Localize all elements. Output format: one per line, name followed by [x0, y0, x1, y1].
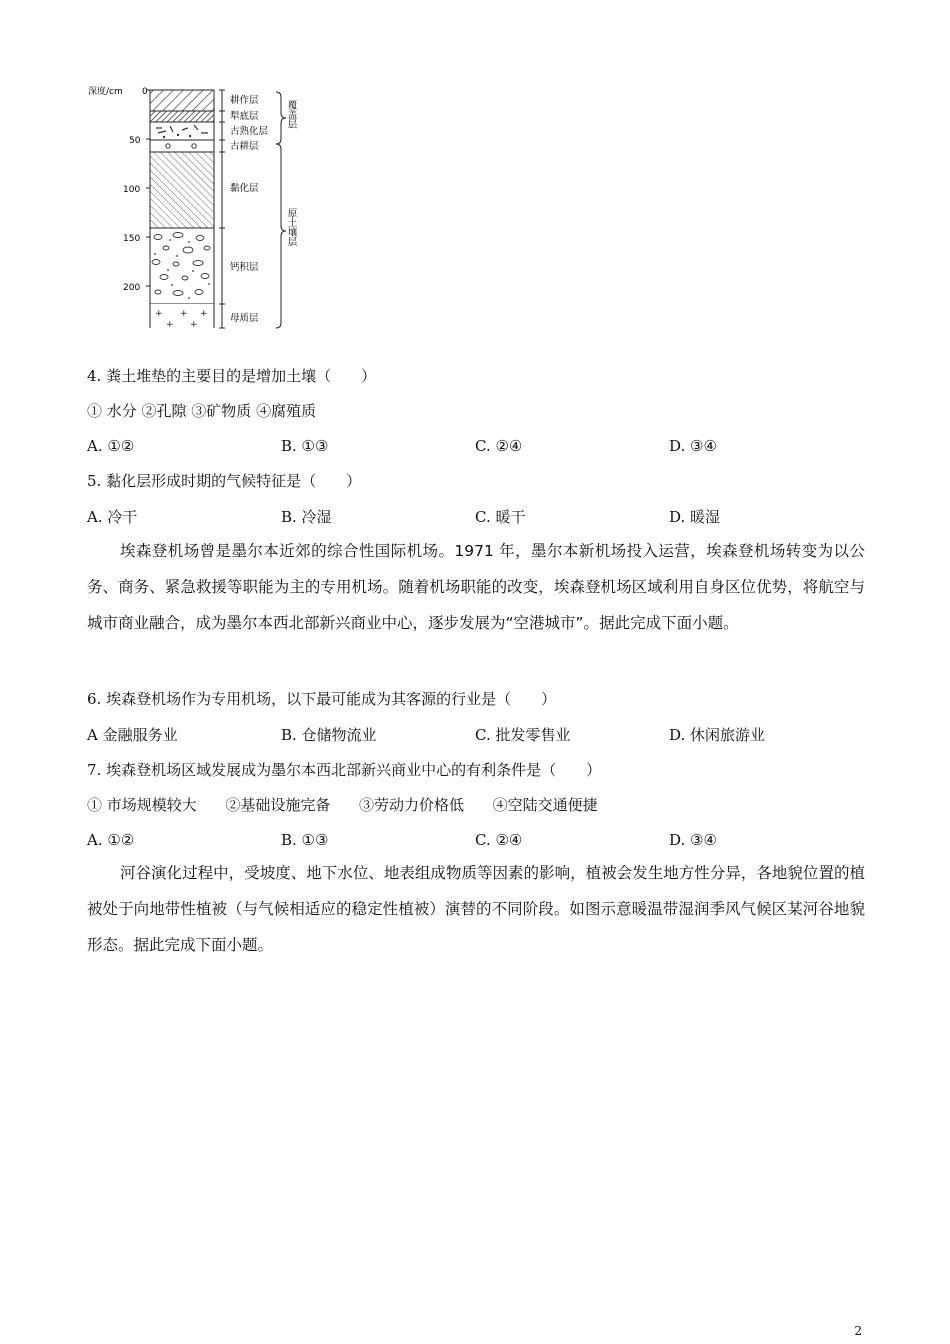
- soil-profile-figure: [86, 78, 326, 336]
- label-calcic-layer: 钙积层: [230, 262, 259, 273]
- layer-ancient-tillage: [150, 140, 214, 152]
- label-ancient-mature-layer: 古熟化层: [230, 126, 269, 137]
- passage-essendon-airport: 埃森登机场曾是墨尔本近郊的综合性国际机场。1971 年，墨尔本新机场投入运营，埃森登机场转变为以公务、商务、紧急救援等职能为主的专用机场。随着机场职能的改变，埃森登机场区域利用自身区位优势，将航空与城市商业融合，成为墨尔本西北部新兴商业中心，逐步发展为“空港城市”。据此完成下面小题。: [87, 542, 865, 632]
- layer-plow-pan: [150, 111, 214, 122]
- q7-option-a[interactable]: A. ①②: [87, 831, 135, 849]
- svg-text:+: +: [155, 309, 163, 319]
- q7-option-c[interactable]: C. ②④: [475, 831, 523, 849]
- depth-tick-lines: [146, 90, 150, 286]
- tick-50: 50: [129, 136, 141, 146]
- brace-original-soil-layer: [276, 144, 286, 328]
- q5-option-b[interactable]: B. 冷湿: [281, 508, 332, 526]
- q5-option-d[interactable]: D. 暖湿: [669, 508, 721, 526]
- page-number: 2: [854, 1324, 862, 1338]
- label-parent-material-layer: 母质层: [230, 313, 259, 324]
- q7-stem: 7. 埃森登机场区域发展成为墨尔本西北部新兴商业中心的有利条件是（ ）: [87, 761, 602, 779]
- passage-river-valley: 河谷演化过程中，受坡度、地下水位、地表组成物质等因素的影响，植被会发生地方性分异，各地貌位置的植被处于向地带性植被（与气候相适应的稳定性植被）演替的不同阶段。如图示意暖温带湿润季风气候区某河谷地貌形态。据此完成下面小题。: [87, 864, 865, 954]
- tick-200: 200: [123, 283, 141, 293]
- layer-ancient-mature: [150, 122, 214, 140]
- q6-option-a[interactable]: A 金融服务业: [87, 726, 178, 744]
- group-label-original-soil: 原土壤层: [285, 208, 297, 246]
- svg-text:+: +: [200, 309, 208, 319]
- q6-option-b[interactable]: B. 仓储物流业: [281, 726, 377, 744]
- q5-option-c[interactable]: C. 暖干: [475, 508, 526, 526]
- q7-option-d[interactable]: D. ③④: [669, 831, 717, 849]
- group-label-cover: 覆盖层: [285, 100, 297, 129]
- label-ancient-tillage-layer: 古耕层: [230, 141, 259, 152]
- depth-axis-label: 深度/cm: [88, 87, 123, 97]
- tick-0: 0: [142, 87, 148, 97]
- q4-option-d[interactable]: D. ③④: [669, 437, 717, 455]
- layer-argillic: [150, 152, 214, 228]
- q6-option-c[interactable]: C. 批发零售业: [475, 726, 571, 744]
- svg-text:+: +: [180, 309, 188, 319]
- q4-stem: 4. 粪土堆垫的主要目的是增加土壤（ ）: [87, 367, 377, 385]
- q4-option-b[interactable]: B. ①③: [281, 437, 329, 455]
- q7-option-b[interactable]: B. ①③: [281, 831, 329, 849]
- q4-option-a[interactable]: A. ①②: [87, 437, 135, 455]
- q7-items: ① 市场规模较大 ②基础设施完备 ③劳动力价格低 ④空陆交通便捷: [87, 796, 598, 814]
- tick-100: 100: [123, 185, 141, 195]
- label-argillic-layer: 黏化层: [230, 183, 259, 194]
- q6-option-d[interactable]: D. 休闲旅游业: [669, 726, 766, 744]
- q6-stem: 6. 埃森登机场作为专用机场，以下最可能成为其客源的行业是（ ）: [87, 690, 557, 708]
- q5-stem: 5. 黏化层形成时期的气候特征是（ ）: [87, 472, 362, 490]
- svg-text:+: +: [190, 320, 198, 330]
- layer-boundary-marks: [219, 90, 225, 328]
- q4-items: ① 水分 ②孔隙 ③矿物质 ④腐殖质: [87, 402, 317, 420]
- layer-tillage: [150, 90, 214, 111]
- q5-option-a[interactable]: A. 冷干: [87, 508, 138, 526]
- tick-150: 150: [123, 234, 141, 244]
- q4-option-c[interactable]: C. ②④: [475, 437, 523, 455]
- brace-cover-layer: [276, 92, 286, 144]
- label-plow-pan-layer: 犁底层: [230, 111, 259, 122]
- svg-text:+: +: [166, 320, 174, 330]
- label-tillage-layer: 耕作层: [230, 95, 259, 106]
